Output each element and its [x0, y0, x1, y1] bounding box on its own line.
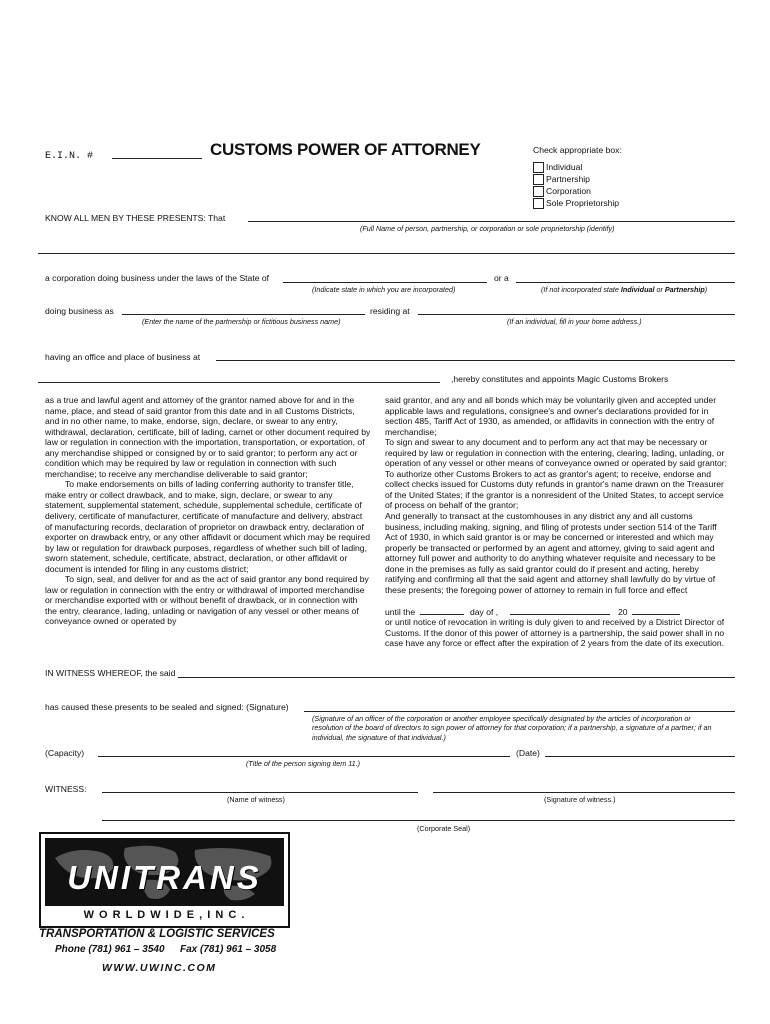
services-tagline: TRANSPORTATION & LOGISTIC SERVICES [39, 928, 275, 940]
month-field[interactable] [510, 614, 610, 615]
partnership-caption: (Enter the name of the partnership or fictitious business name) [142, 317, 341, 326]
right-paragraph-3: To authorize other Customs Brokers to act as grantor's agent; to receive, endorse and collect checks issued for Customs duty refunds in grantor's name drawn on the Treasurer of the United States; if the grantor is a nonresident of the United States, to accept service of process on behalf of the grantor; [385, 468, 724, 511]
page-title: CUSTOMS POWER OF ATTORNEY [210, 140, 481, 159]
day-of-label: day of , [470, 607, 499, 617]
left-paragraph-3: To sign, seal, and deliver for and as the act of said grantor any bond required by law or regulation in connection with the entry or withdrawal of imported merchandise or merchandise exported with or without benefit of drawback, or in connection with the entry, clearance, lading, unlading or navigation of any vessel or other means of conveyance owned or operated by [45, 574, 369, 627]
grantor-name-field[interactable] [248, 221, 735, 222]
logo-wordmark: UNITRANS [67, 859, 262, 896]
fax-number: Fax (781) 961 – 3058 [180, 944, 277, 955]
left-column [45, 395, 371, 627]
witness-whereof-label: IN WITNESS WHEREOF, the said [45, 668, 176, 678]
until-the-label: until the [385, 607, 416, 617]
year-prefix: 20 [618, 607, 628, 617]
entity-type-field[interactable] [516, 282, 735, 283]
right-column-bottom [385, 617, 731, 649]
corporate-seal-caption: (Corporate Seal) [417, 824, 471, 833]
office-field[interactable] [216, 360, 735, 361]
year-field[interactable] [632, 614, 680, 615]
logo-globe-panel [45, 838, 284, 906]
signature-caption: (Signature of an officer of the corporation or another employee specifically designated by the articles of incorporation or resolution of the board of directors to sign power of attorney for that corporation; if a partnership, a signature of a partner; if an individual, the signature of that individual.) [312, 714, 712, 742]
corporate-seal-field[interactable] [102, 820, 735, 821]
residing-label: residing at [370, 306, 410, 316]
witness-name-field[interactable] [102, 792, 418, 793]
state-caption: (Indicate state in which you are incorporated) [312, 285, 456, 294]
name-of-witness-caption: (Name of witness) [227, 795, 285, 804]
check-box-label: Check appropriate box: [533, 145, 622, 155]
witness-signature-field[interactable] [433, 792, 735, 793]
checkbox-sole-proprietorship[interactable] [533, 198, 544, 209]
phone-number: Phone (781) 961 – 3540 [55, 944, 165, 955]
full-name-caption: (Full Name of person, partnership, or corporation or sole proprietorship (identify) [360, 224, 615, 233]
or-a-label: or a [494, 273, 509, 283]
unitrans-logo [39, 832, 290, 928]
checkbox-corporation-label: Corporation [546, 186, 591, 196]
state-field[interactable] [283, 282, 487, 283]
website-link[interactable]: WWW.UWINC.COM [102, 962, 217, 974]
know-all-label: KNOW ALL MEN BY THESE PRESENTS: That [45, 213, 226, 223]
checkbox-partnership-label: Partnership [546, 174, 590, 184]
residence-field[interactable] [418, 314, 735, 315]
checkbox-individual-label: Individual [546, 162, 583, 172]
capacity-field[interactable] [98, 756, 510, 757]
ein-label: E.I.N. # [45, 151, 94, 162]
left-paragraph-1: as a true and lawful agent and attorney of the grantor named above for and in the name, place, and stead of said grantor from this date and in all Customs Districts, and in no other name, to make, endorse, sign, declare, or swear to any entry, withdrawal, declaration, certificate, bill of lading, carnet or other document required by law or regulation in connection with the importation, transportation, or exportation, of any merchandise shipped or consigned by or to said grantor; to perform any act or condition which may be required by law or regulation in connection with such merchandise; to receive any merchandise deliverable to said grantor; [45, 395, 371, 479]
signature-field[interactable] [304, 711, 735, 712]
grantor-name-field-2[interactable] [38, 253, 735, 254]
day-field[interactable] [420, 614, 464, 615]
checkbox-partnership[interactable] [533, 174, 544, 185]
logo-subtitle: W O R L D W I D E , I N C . [83, 909, 246, 921]
left-paragraph-2: To make endorsements on bills of lading conferring authority to transfer title, make entry or collect drawback, and to make, sign, declare, or swear to any statement, supplemental statement, schedule, supplemental schedule, certificate of delivery, certificate of manufacturer, certificate of manufacture and delivery, abstract of manufacturing records, declaration of proprietor on drawback entry, declaration of exporter on drawback entry, or any other affidavit or document which may be required by law or regulation for drawback purposes, regardless of whether such bill of lading, sworn statement, schedule, certificate, abstract, declaration, or other affidavit or document is intended for filing in any customs district; [45, 479, 370, 574]
capacity-label: (Capacity) [45, 748, 85, 758]
dba-field[interactable] [122, 314, 365, 315]
right-column-top [385, 395, 731, 595]
sealed-signed-label: has caused these presents to be sealed and signed: (Signature) [45, 702, 289, 712]
witness-label: WITNESS: [45, 784, 87, 794]
right-paragraph-4: And generally to transact at the customhouses in any district any and all customs business, including making, signing, and filing of protests under section 514 of the Tariff Act of 1930, in which said grantor is or may be concerned or interested and which may properly be transacted or performed by an agent and attorney, giving to said agent and attorney full power and authority to do anything whatever requisite and necessary to be done in the premises as fully as said grantor could do if present and acting, hereby ratifying and confirming all that the said agent and attorney shall lawfully do by virtue of these presents; the foregoing power of attorney to remain in full force and effect [385, 511, 717, 595]
title-caption: (Title of the person signing item 11.) [246, 759, 361, 768]
right-paragraph-1: said grantor, and any and all bonds which may be voluntarily given and accepted under applicable laws and regulations, consignee's and owner's declarations provided for in section 485, Tariff Act of 1930, as amended, or affidavits in connection with the entry of merchandise; [385, 395, 717, 437]
right-paragraph-2: To sign and swear to any document and to perform any act that may be necessary or required by law or regulation in connection with the entering, clearing, lading, unlading, or operation of any vessel or other means of conveyance owned or operated by said grantor; [385, 437, 728, 469]
corporation-label: a corporation doing business under the laws of the State of [45, 273, 270, 283]
office-label: having an office and place of business at [45, 352, 201, 362]
ein-field[interactable] [112, 158, 202, 159]
date-label: (Date) [516, 748, 540, 758]
signature-of-witness-caption: (Signature of witness.) [544, 795, 616, 804]
checkbox-corporation[interactable] [533, 186, 544, 197]
doing-business-label: doing business as [45, 306, 114, 316]
witness-whereof-field[interactable] [178, 677, 735, 678]
checkbox-sole-proprietorship-label: Sole Proprietorship [546, 198, 620, 208]
not-incorporated-caption: (If not incorporated state Individual or Partnership) [541, 285, 708, 294]
right-paragraph-5: or until notice of revocation in writing is duly given to and received by a District Director of Customs. If the donor of this power of attorney is a partnership, the said power shall in no case have any force or effect after the expiration of 2 years from the date of its execution. [385, 617, 725, 649]
home-caption: (If an individual, fill in your home address.) [507, 317, 642, 326]
office-field-2[interactable] [38, 382, 440, 383]
checkbox-individual[interactable] [533, 162, 544, 173]
date-field[interactable] [545, 756, 735, 757]
appoints-text: ,hereby constitutes and appoints Magic Customs Brokers [451, 374, 669, 384]
